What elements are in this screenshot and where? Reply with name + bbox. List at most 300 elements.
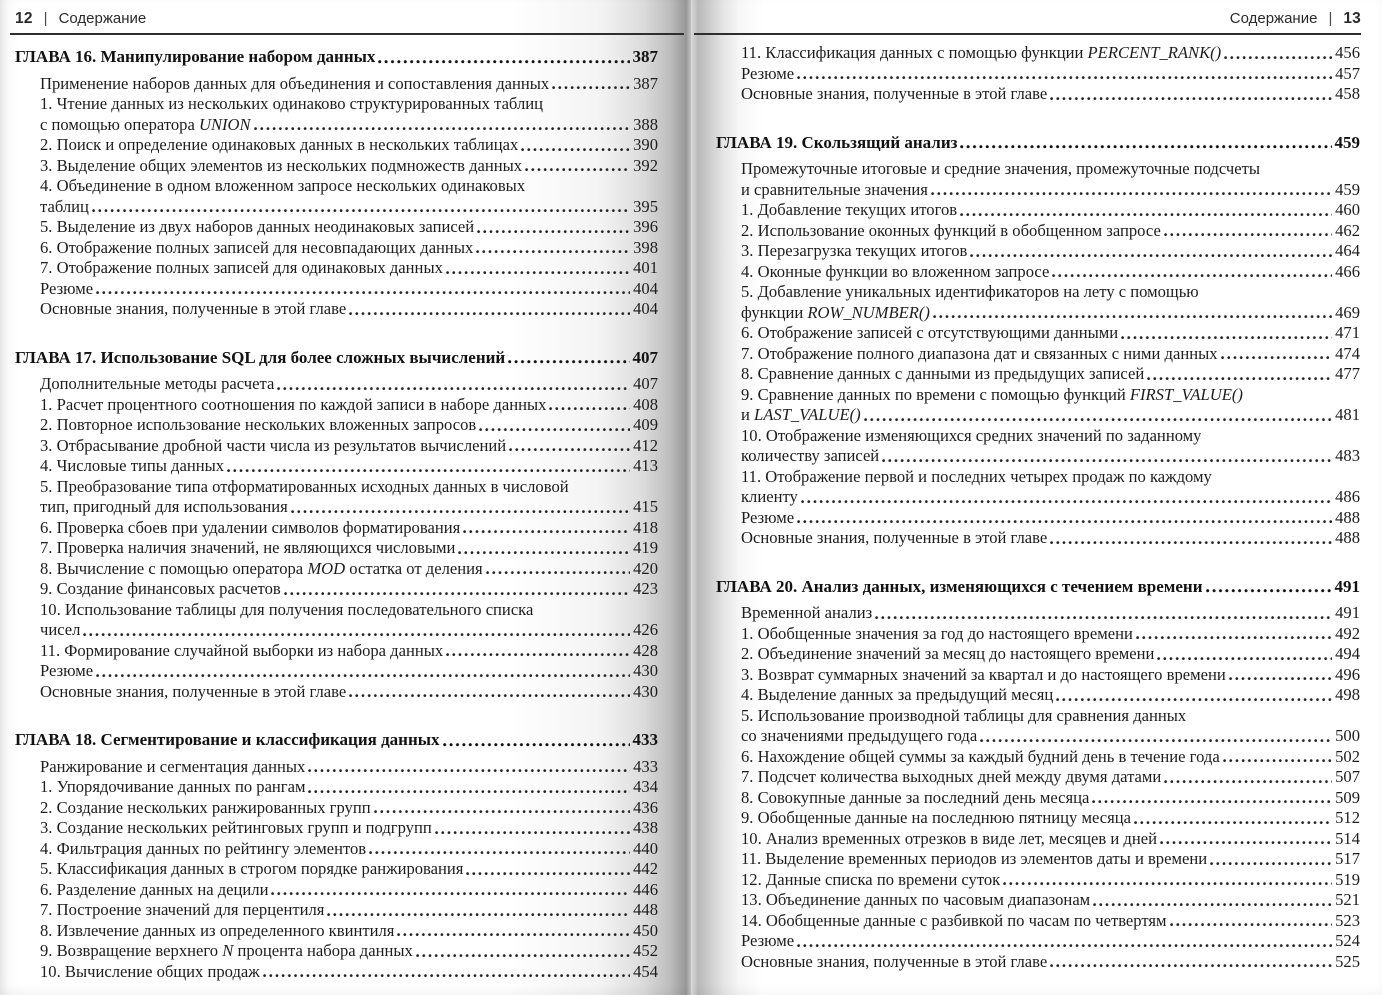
dot-leader [1003, 882, 1332, 886]
toc-entry-text: Промежуточные итоговые и средние значения, промежуточные подсчеты [741, 159, 1261, 178]
toc-entry-wrap-line [716, 467, 1360, 488]
toc-entry-text: клиенту [741, 487, 798, 506]
toc-entry-line [15, 921, 658, 942]
toc-entry-text: 8. Совокупные данные за последний день месяца [741, 787, 1090, 807]
toc-entry-text: 9. Создание финансовых расчетов [40, 579, 281, 598]
toc-entry-page-number: 462 [1335, 220, 1360, 240]
toc-entry-page-number: 442 [633, 859, 658, 878]
toc-entry-line [716, 603, 1360, 624]
header-title: Содержание [58, 10, 147, 27]
dot-leader [271, 892, 630, 896]
toc-entry-line [15, 900, 658, 921]
page-left-header [10, 9, 684, 28]
toc-entry-wrap-line [716, 385, 1360, 406]
toc-entry-text: 9. Возвращение верхнего N процента набора данных [40, 941, 413, 960]
dot-leader [1224, 56, 1332, 60]
toc-entry-line [716, 323, 1360, 344]
toc-entry-text: 4. Выделение данных за предыдущий месяц [741, 685, 1054, 704]
dot-leader [486, 571, 630, 575]
toc-entry-line [15, 818, 658, 839]
toc-entry-line [15, 962, 658, 983]
dot-leader [1092, 800, 1332, 804]
chapter-page-number: 459 [1334, 132, 1360, 152]
dot-leader [882, 459, 1332, 463]
toc-entry-text: 6. Проверка сбоев при удалении символов форматирования [40, 517, 461, 537]
toc-entry-page-number: 521 [1335, 890, 1360, 909]
dot-leader [443, 743, 630, 747]
toc-entry-text: 5. Добавление уникальных идентификаторов на лету с помощью [741, 282, 1199, 301]
toc-entry-line [15, 941, 658, 962]
toc-entry-text: функции ROW_NUMBER() [741, 302, 930, 322]
toc-entry-line [15, 299, 658, 320]
dot-leader [1157, 657, 1332, 661]
toc-entry-page-number: 415 [633, 497, 658, 516]
toc-entry-page-number: 525 [1335, 951, 1360, 971]
toc-entry-page-number: 413 [633, 456, 658, 475]
dot-leader [92, 209, 630, 213]
toc-entry-text: 2. Повторное использование нескольких вложенных запросов [40, 415, 477, 434]
toc-entry-text: Основные знания, полученные в этой главе [741, 84, 1048, 103]
dot-leader [416, 954, 630, 958]
toc-entry-page-number: 496 [1335, 664, 1360, 684]
toc-entry-line [15, 777, 658, 798]
toc-entry-page-number: 452 [633, 941, 658, 960]
toc-entry-line [716, 829, 1360, 850]
toc-entry-wrap-line [15, 600, 658, 621]
toc-entry-page-number: 436 [633, 797, 658, 817]
toc-entry-text: 2. Поиск и определение одинаковых данных в нескольких таблицах [40, 135, 519, 154]
toc-entry-text: Основные знания, полученные в этой главе [741, 951, 1048, 971]
toc-entry-text: 3. Отбрасывание дробной части числа из результатов вычислений [40, 435, 507, 455]
header-separator: | [43, 10, 48, 27]
toc-entry-text: Резюме [40, 278, 94, 298]
toc-entry-line [15, 156, 658, 177]
toc-entry-text: 11. Выделение временных периодов из элементов даты и времени [741, 849, 1208, 868]
dot-leader [476, 250, 630, 254]
toc-entry-page-number: 408 [633, 394, 658, 414]
toc-entry-line [716, 508, 1360, 529]
toc-entry-text: 8. Сравнение данных с данными из предыдущих записей [741, 364, 1145, 383]
page-right-header [694, 9, 1361, 28]
toc-chapter [716, 577, 1360, 973]
toc-entry-line [15, 135, 658, 156]
toc-entry-line [15, 217, 658, 238]
toc-entry-page-number: 401 [633, 258, 658, 277]
toc-entry-line [716, 931, 1360, 952]
dot-leader [378, 60, 629, 64]
toc-entry-page-number: 483 [1335, 446, 1360, 465]
toc-entry-text: 11. Классификация данных с помощью функции PERCENT_RANK() [741, 43, 1222, 62]
dot-leader [1052, 274, 1332, 278]
dot-leader [1170, 923, 1333, 927]
toc-entry-line [716, 344, 1360, 365]
dot-leader [801, 500, 1332, 504]
dot-leader [980, 739, 1332, 743]
toc-entry-page-number: 523 [1335, 910, 1360, 930]
toc-entry-page-number: 457 [1335, 63, 1360, 83]
chapter-heading [716, 577, 1360, 598]
toc-entry-text: 2. Создание нескольких ранжированных групп [40, 797, 371, 817]
dot-leader [1121, 336, 1332, 340]
toc-entry-line [716, 303, 1360, 324]
dot-leader [308, 769, 630, 773]
dot-leader [1164, 780, 1332, 784]
toc-entry-text: 10. Использование таблицы для получения последовательного списка [40, 599, 534, 619]
toc-entry-page-number: 486 [1335, 487, 1360, 506]
dot-leader [1221, 356, 1333, 360]
toc-entry-line [15, 538, 658, 559]
toc-entry-line [15, 395, 658, 416]
chapter-page-number: 433 [632, 730, 658, 749]
dot-leader [479, 428, 630, 432]
dot-leader [508, 360, 629, 364]
toc-entry-text: Резюме [741, 63, 795, 83]
toc-entry-text: 6. Разделение данных на децили [40, 879, 269, 899]
toc-entry-page-number: 446 [633, 879, 658, 899]
toc-entry-text: 4. Оконные функции во вложенном запросе [741, 261, 1050, 281]
toc-entry-text: 6. Отображение полных записей для несовпадающих данных [40, 237, 474, 257]
toc-entry-line [15, 497, 658, 518]
toc-entry-text: 7. Отображение полного диапазона дат и связанных с ними данных [741, 343, 1218, 363]
toc-entry-line [15, 682, 658, 703]
chapter-page-number: 407 [632, 347, 658, 367]
toc-entry-page-number: 395 [633, 196, 658, 216]
toc-entry-text: 3. Создание нескольких рейтинговых групп и подгрупп [40, 818, 432, 837]
dot-leader [875, 616, 1332, 620]
toc-entry-text: Резюме [741, 931, 795, 950]
toc-entry-text: Дополнительные методы расчета [40, 374, 275, 393]
toc-entry-text: Основные знания, полученные в этой главе [741, 528, 1048, 547]
toc-entry-line [716, 241, 1360, 262]
toc-entry-page-number: 430 [633, 681, 658, 701]
toc-entry-text: со значениями предыдущего года [741, 726, 978, 745]
toc-entry-text: 1. Чтение данных из нескольких одинаково структурированных таблиц [40, 94, 544, 113]
dot-leader [864, 418, 1332, 422]
dot-leader [291, 510, 630, 514]
toc-entry-page-number: 519 [1335, 869, 1360, 889]
toc-entry-line [716, 405, 1360, 426]
right-page-toc [691, 35, 1382, 972]
dot-leader [970, 254, 1332, 258]
toc-entry-text: 10. Анализ временных отрезков в виде лет, месяцев и дней [741, 828, 1158, 848]
toc-entry-page-number: 481 [1335, 405, 1360, 424]
toc-chapter [15, 47, 658, 320]
toc-entry-page-number: 494 [1335, 644, 1360, 663]
chapter-heading [716, 133, 1360, 154]
toc-entry-line [15, 579, 658, 600]
toc-entry-line [716, 200, 1360, 221]
toc-entry-line [15, 436, 658, 457]
toc-entry-line [716, 624, 1360, 645]
toc-entry-line [716, 528, 1360, 549]
toc-entry-line [716, 221, 1360, 242]
toc-entry-line [716, 870, 1360, 891]
dot-leader [1050, 97, 1332, 101]
toc-entry-page-number: 460 [1335, 200, 1360, 219]
toc-entry-line [15, 620, 658, 641]
toc-entry-page-number: 448 [633, 900, 658, 919]
dot-leader [509, 448, 630, 452]
toc-entry-page-number: 450 [633, 920, 658, 940]
dot-leader [369, 851, 630, 855]
toc-entry-line [716, 890, 1360, 911]
toc-entry-page-number: 428 [633, 640, 658, 660]
dot-leader [1164, 233, 1332, 237]
page-right [691, 0, 1382, 995]
toc-entry-text: 4. Числовые типы данных [40, 456, 225, 475]
dot-leader [1210, 862, 1332, 866]
toc-entry-text: 5. Использование производной таблицы для сравнения данных [741, 705, 1187, 725]
toc-entry-page-number: 477 [1335, 364, 1360, 383]
toc-entry-text: 1. Добавление текущих итогов [741, 200, 958, 219]
toc-entry-text: 3. Перезагрузка текущих итогов [741, 241, 968, 260]
toc-entry-text: 11. Формирование случайной выборки из набора данных [40, 640, 444, 660]
toc-entry-page-number: 404 [633, 299, 658, 318]
toc-entry-text: 1. Обобщенные значения за год до настоящего времени [741, 623, 1133, 643]
toc-entry-line [716, 262, 1360, 283]
toc-entry-text: Резюме [40, 661, 94, 680]
toc-entry-text: 5. Классификация данных в строгом порядке ранжирования [40, 859, 464, 878]
toc-entry-line [716, 849, 1360, 870]
dot-leader [549, 407, 630, 411]
chapter-title: ГЛАВА 18. Сегментирование и классификация данных [15, 730, 440, 749]
toc-entry-line [15, 238, 658, 259]
toc-entry-line [15, 641, 658, 662]
toc-entry-line [716, 685, 1360, 706]
dot-leader [227, 469, 630, 473]
dot-leader [254, 127, 630, 131]
dot-leader [284, 592, 630, 596]
toc-entry-page-number: 430 [633, 661, 658, 680]
toc-entry-text: 9. Обобщенные данные на последнюю пятницу месяца [741, 808, 1131, 827]
toc-entry-page-number: 517 [1335, 849, 1360, 868]
dot-leader [458, 551, 630, 555]
toc-entry-line [716, 84, 1360, 105]
toc-entry-page-number: 471 [1335, 323, 1360, 342]
toc-entry-line [15, 258, 658, 279]
toc-entry-line [716, 644, 1360, 665]
chapter-title: ГЛАВА 17. Использование SQL для более сложных вычислений [15, 347, 506, 367]
dot-leader [1229, 677, 1332, 681]
chapter-page-number: 491 [1334, 576, 1360, 596]
toc-entry-page-number: 388 [633, 114, 658, 134]
toc-entry-wrap-line [15, 176, 658, 197]
toc-entry-page-number: 412 [633, 435, 658, 455]
dot-leader [931, 192, 1332, 196]
dot-leader [525, 168, 630, 172]
toc-entry-text: 6. Нахождение общей суммы за каждый будний день в течение года [741, 746, 1220, 766]
dot-leader [435, 831, 630, 835]
toc-entry-page-number: 498 [1335, 685, 1360, 704]
page-left-header-area [0, 0, 691, 35]
chapter-title: ГЛАВА 20. Анализ данных, изменяющихся с течением времени [716, 576, 1203, 596]
toc-entry-page-number: 440 [633, 838, 658, 858]
toc-entry-text: количеству записей [741, 446, 880, 465]
toc-entry-page-number: 404 [633, 278, 658, 298]
toc-entry-line [716, 43, 1360, 64]
toc-entry-page-number: 418 [633, 517, 658, 537]
toc-entry-line [716, 767, 1360, 788]
toc-entry-line [716, 911, 1360, 932]
toc-entry-line [15, 374, 658, 395]
toc-entry-text: 2. Объединение значений за месяц до настоящего времени [741, 644, 1155, 663]
page-number-right: 13 [1343, 10, 1361, 27]
toc-entry-page-number: 491 [1335, 603, 1360, 622]
dot-leader [521, 148, 630, 152]
toc-entry-line [15, 115, 658, 136]
toc-entry-text: 4. Фильтрация данных по рейтингу элементов [40, 838, 367, 858]
toc-entry-page-number: 419 [633, 538, 658, 557]
toc-entry-page-number: 396 [633, 217, 658, 236]
toc-entry-page-number: 509 [1335, 787, 1360, 807]
toc-entry-line [15, 859, 658, 880]
dot-leader [446, 271, 630, 275]
toc-entry-page-number: 524 [1335, 931, 1360, 950]
toc-entry-line [716, 364, 1360, 385]
dot-leader [1147, 377, 1332, 381]
chapter-title: ГЛАВА 16. Манипулирование набором данных [15, 47, 376, 66]
toc-entry-line [716, 665, 1360, 686]
toc-entry-page-number: 438 [633, 818, 658, 837]
header-separator: | [1328, 10, 1333, 27]
toc-entry-line [15, 559, 658, 580]
toc-entry-page-number: 466 [1335, 261, 1360, 281]
toc-entry-text: 11. Отображение первой и последних четырех продаж по каждому [741, 466, 1212, 486]
toc-entry-text: Ранжирование и сегментация данных [40, 756, 306, 776]
chapter-page-number: 387 [632, 47, 658, 66]
dot-leader [933, 315, 1332, 319]
toc-entry-page-number: 492 [1335, 623, 1360, 643]
toc-entry-text: 10. Отображение изменяющихся средних значений по заданному [741, 425, 1202, 445]
toc-entry-page-number: 469 [1335, 302, 1360, 322]
dot-leader [1050, 964, 1332, 968]
toc-entry-text: 7. Проверка наличия значений, не являющихся числовыми [40, 538, 456, 557]
dot-leader [960, 213, 1332, 217]
toc-entry-wrap-line [716, 706, 1360, 727]
chapter-heading [15, 47, 658, 68]
toc-entry-line [716, 726, 1360, 747]
toc-entry-line [15, 415, 658, 436]
toc-entry-text: 3. Выделение общих элементов из нескольких подмножеств данных [40, 155, 523, 175]
toc-entry-line [716, 180, 1360, 201]
toc-entry-text: таблиц [40, 196, 89, 216]
toc-entry-page-number: 407 [633, 374, 658, 393]
toc-entry-text: 7. Подсчет количества выходных дней между двумя датами [741, 767, 1162, 786]
toc-entry-page-number: 387 [633, 73, 658, 93]
dot-leader [797, 520, 1332, 524]
toc-entry-line [15, 661, 658, 682]
toc-entry-line [716, 64, 1360, 85]
toc-entry-wrap-line [716, 159, 1360, 180]
toc-entry-text: 4. Объединение в одном вложенном запросе нескольких одинаковых [40, 176, 526, 195]
dot-leader [1093, 903, 1332, 907]
dot-leader [327, 913, 630, 917]
dot-leader [349, 312, 630, 316]
toc-entry-page-number: 398 [633, 237, 658, 257]
dot-leader [96, 674, 630, 678]
dot-leader [1050, 541, 1332, 545]
toc-entry-page-number: 426 [633, 620, 658, 639]
dot-leader [308, 790, 630, 794]
page-number-left: 12 [15, 10, 33, 27]
dot-leader [466, 872, 630, 876]
toc-entry-text: 8. Извлечение данных из определенного квинтиля [40, 920, 395, 940]
toc-entry-text: 7. Построение значений для перцентиля [40, 900, 325, 919]
toc-entry-text: 1. Упорядочивание данных по рангам [40, 777, 306, 796]
chapter-heading [15, 730, 658, 751]
left-page-toc [0, 35, 691, 982]
dot-leader [1206, 589, 1332, 593]
toc-entry-text: 3. Возврат суммарных значений за квартал и до настоящего времени [741, 664, 1226, 684]
toc-entry-page-number: 409 [633, 415, 658, 434]
toc-chapter [15, 348, 658, 703]
toc-entry-text: 9. Сравнение данных по времени с помощью функций FIRST_VALUE() [741, 384, 1243, 404]
toc-entry-wrap-line [716, 282, 1360, 303]
toc-entry-wrap-line [15, 477, 658, 498]
toc-entry-line [716, 747, 1360, 768]
toc-entry-wrap-line [716, 426, 1360, 447]
toc-chapter [716, 133, 1360, 549]
dot-leader [1056, 698, 1332, 702]
toc-entry-text: Применение наборов данных для объединения и сопоставления данных [40, 73, 550, 93]
toc-entry-line [15, 518, 658, 539]
header-title: Содержание [1229, 10, 1318, 27]
toc-entry-page-number: 433 [633, 756, 658, 776]
toc-entry-line [15, 839, 658, 860]
dot-leader [797, 76, 1332, 80]
toc-entry-page-number: 423 [633, 579, 658, 598]
dot-leader [1136, 636, 1332, 640]
toc-entry-page-number: 420 [633, 558, 658, 578]
toc-entry-page-number: 390 [633, 135, 658, 154]
toc-entry-page-number: 454 [633, 961, 658, 981]
toc-entry-text: 14. Обобщенные данные с разбивкой по часам по четвертям [741, 910, 1167, 930]
toc-entry-text: Основные знания, полученные в этой главе [40, 681, 347, 701]
toc-entry-text: 2. Использование оконных функций в обобщенном запросе [741, 220, 1161, 240]
toc-entry-text: 7. Отображение полных записей для одинаковых данных [40, 258, 443, 277]
dot-leader [349, 694, 630, 698]
toc-entry-page-number: 514 [1335, 828, 1360, 848]
toc-entry-page-number: 488 [1335, 507, 1360, 527]
toc-entry-page-number: 434 [633, 777, 658, 796]
toc-entry-line [15, 456, 658, 477]
toc-entry-line [716, 446, 1360, 467]
toc-entry-wrap-line [15, 94, 658, 115]
toc-entry-text: 13. Объединение данных по часовым диапазонам [741, 890, 1091, 909]
toc-entry-page-number: 456 [1335, 43, 1360, 62]
page-right-header-area [691, 0, 1382, 35]
dot-leader [96, 291, 630, 295]
dot-leader [83, 633, 630, 637]
toc-entry-text: и сравнительные значения [741, 179, 928, 199]
dot-leader [397, 933, 630, 937]
toc-entry-line [15, 757, 658, 778]
toc-entry-text: и LAST_VALUE() [741, 405, 861, 424]
toc-entry-page-number: 474 [1335, 343, 1360, 363]
toc-entry-line [716, 788, 1360, 809]
dot-leader [477, 230, 630, 234]
toc-entry-line [716, 808, 1360, 829]
dot-leader [960, 145, 1331, 149]
toc-entry-page-number: 507 [1335, 767, 1360, 786]
dot-leader [797, 944, 1332, 948]
toc-entry-text: Временной анализ [741, 603, 873, 622]
toc-entry-line [716, 487, 1360, 508]
toc-chapter [15, 730, 658, 982]
toc-entry-text: чисел [40, 620, 81, 639]
toc-entry-text: 10. Вычисление общих продаж [40, 961, 260, 981]
toc-entry-line [15, 880, 658, 901]
